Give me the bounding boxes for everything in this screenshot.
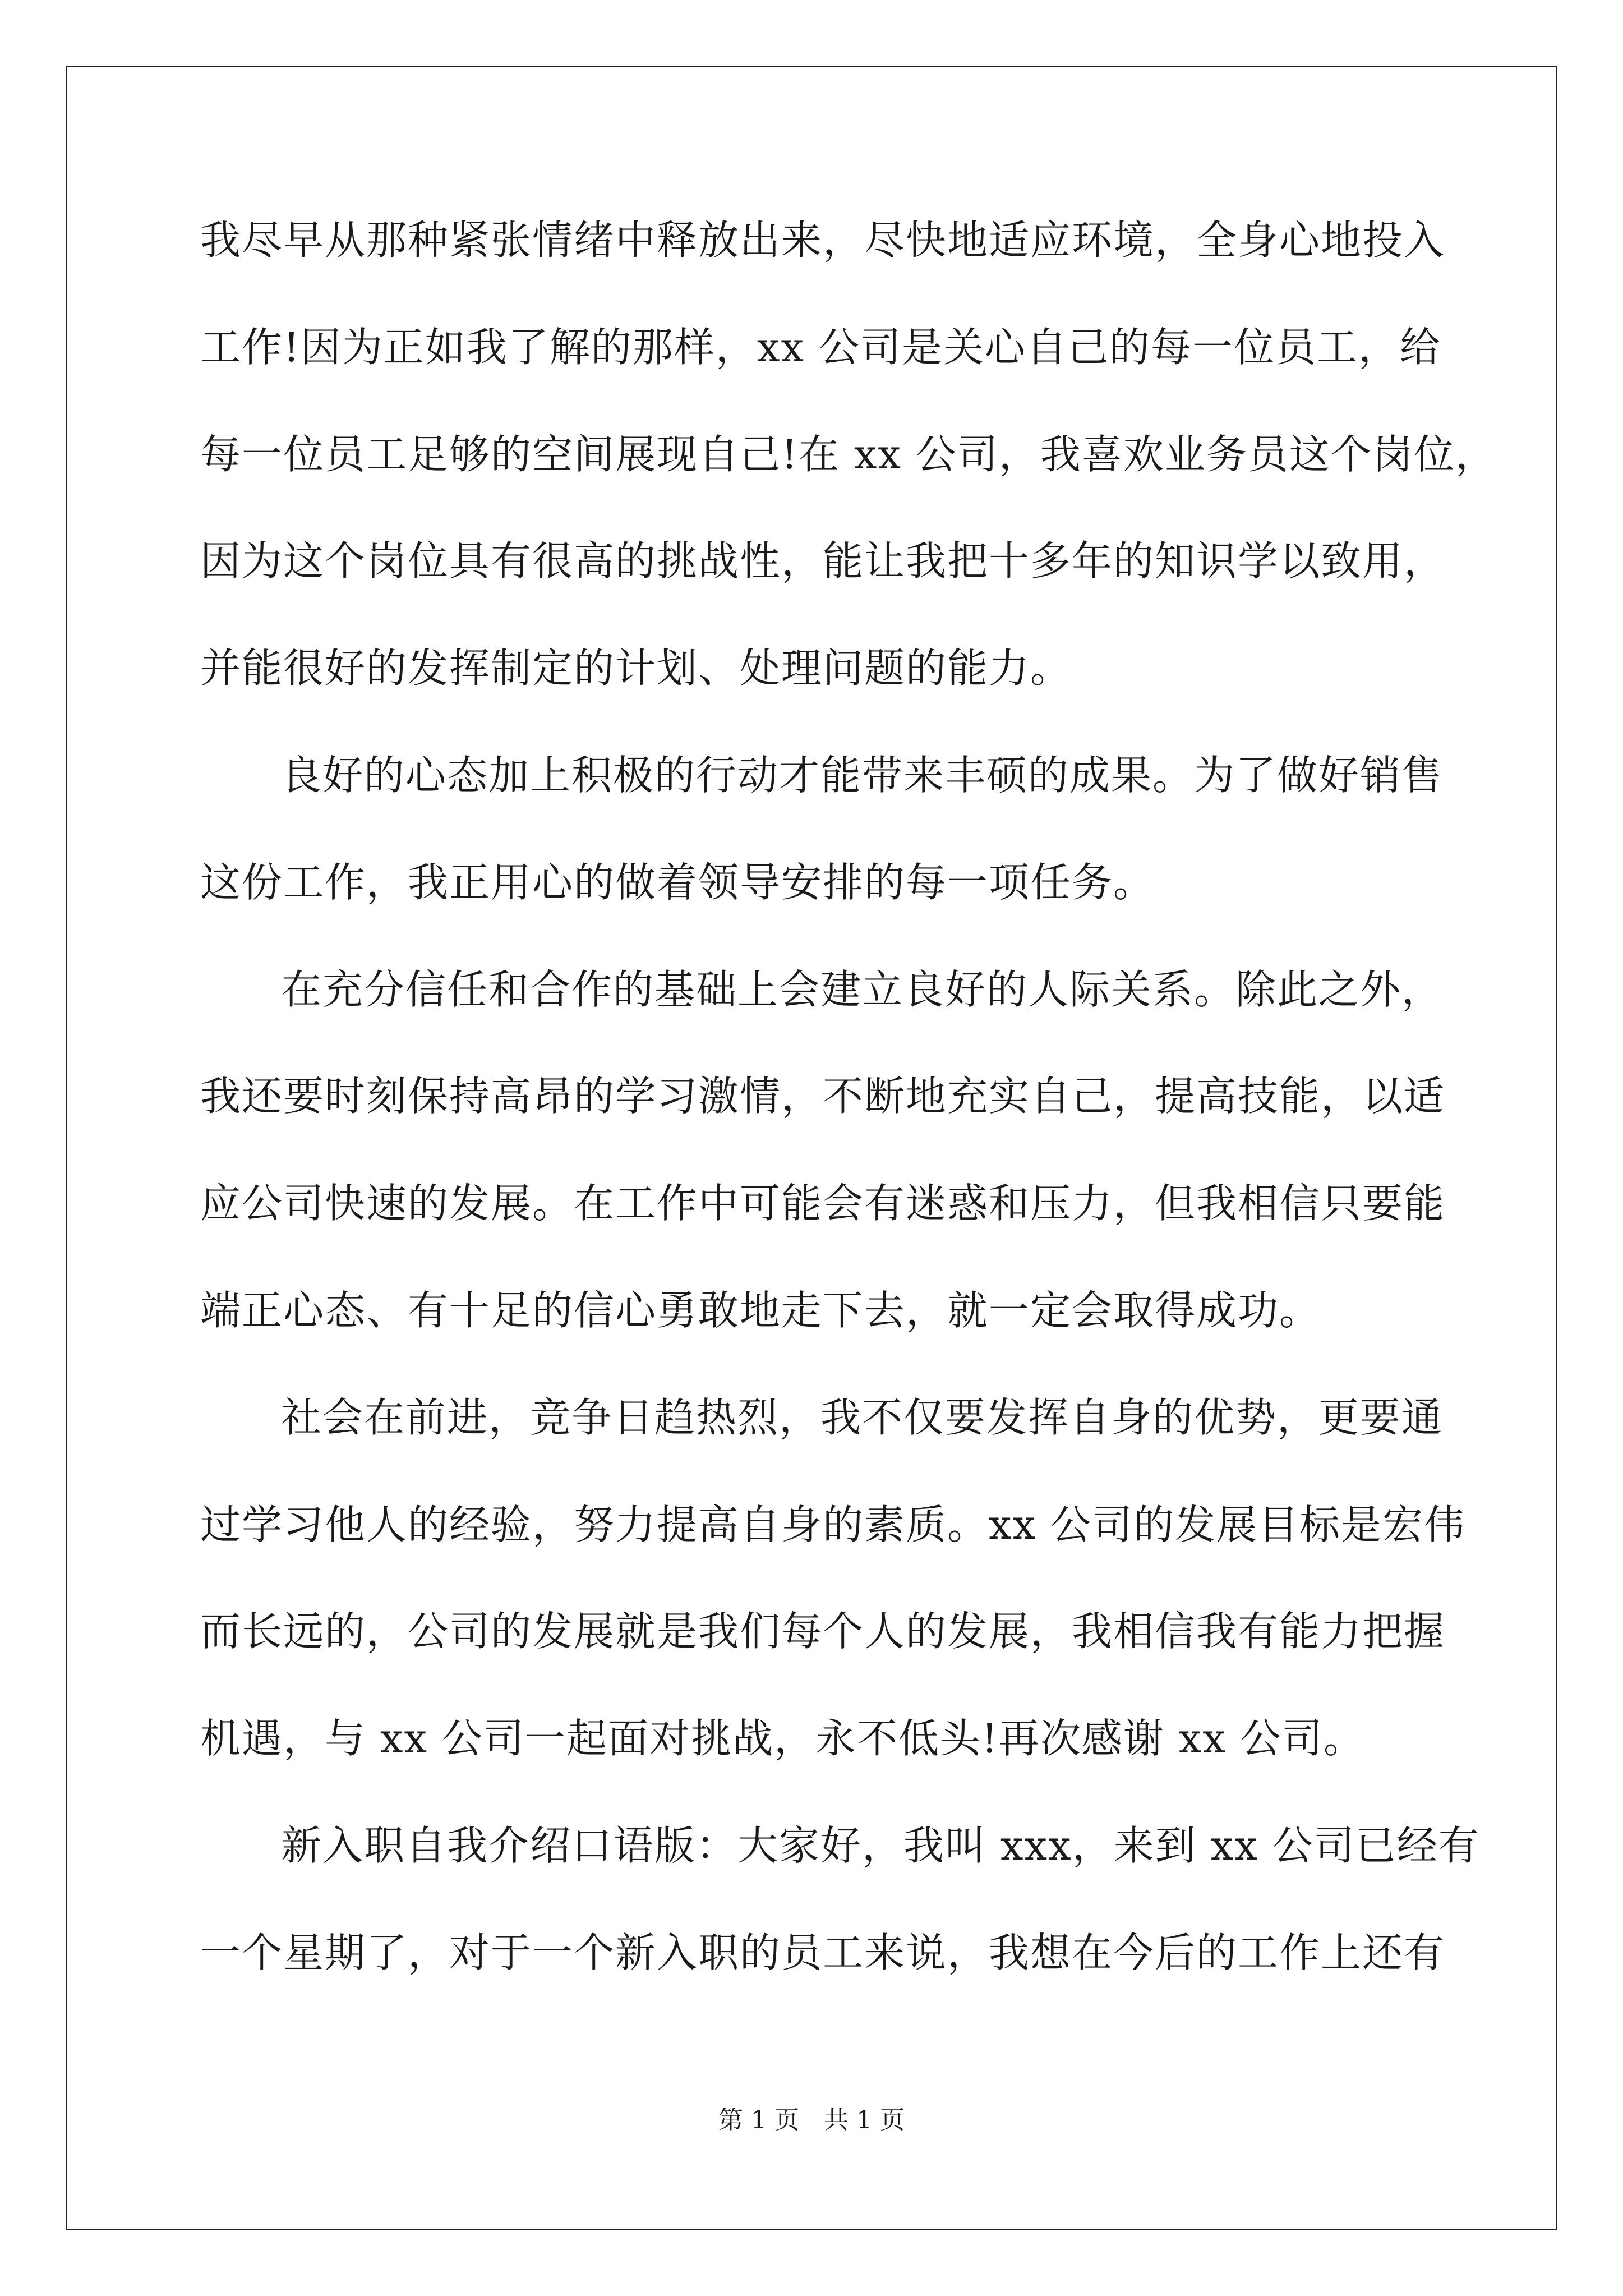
text-line: 这份工作，我正用心的做着领导安排的每一项任务。 <box>200 859 1155 906</box>
text-line: 一个星期了，对于一个新入职的员工来说，我想在今后的工作上还有 <box>200 1929 1446 1976</box>
text-line: 每一位员工足够的空间展现自己!在 xx 公司，我喜欢业务员这个岗位， <box>200 431 1497 478</box>
text-line: 并能很好的发挥制定的计划、处理问题的能力。 <box>200 645 1072 692</box>
page-border <box>66 66 1557 2230</box>
text-line: 端正心态、有十足的信心勇敢地走下去，就一定会取得成功。 <box>200 1287 1321 1334</box>
paragraph-first-line: 良好的心态加上积极的行动才能带来丰硕的成果。为了做好销售 <box>281 752 1444 799</box>
text-line: 而长远的，公司的发展就是我们每个人的发展，我相信我有能力把握 <box>200 1608 1446 1655</box>
paragraph-first-line: 在充分信任和合作的基础上会建立良好的人际关系。除此之外， <box>281 966 1444 1013</box>
text-line: 机遇，与 xx 公司一起面对挑战，永不低头!再次感谢 xx 公司。 <box>200 1715 1365 1762</box>
text-line: 因为这个岗位具有很高的挑战性，能让我把十多年的知识学以致用， <box>200 537 1446 585</box>
page-number: 第 1 页 共 1 页 <box>718 2106 905 2134</box>
text-line: 工作!因为正如我了解的那样，xx 公司是关心自己的每一位员工，给 <box>200 324 1442 371</box>
text-line: 应公司快速的发展。在工作中可能会有迷惑和压力，但我相信只要能 <box>200 1180 1446 1227</box>
text-line: 过学习他人的经验，努力提高自身的素质。xx 公司的发展目标是宏伟 <box>200 1501 1466 1548</box>
text-line: 我还要时刻保持高昂的学习激情，不断地充实自己，提高技能，以适 <box>200 1073 1446 1120</box>
paragraph-first-line: 新入职自我介绍口语版：大家好，我叫 xxx，来到 xx 公司已经有 <box>281 1822 1480 1869</box>
text-line: 我尽早从那种紧张情绪中释放出来，尽快地适应环境，全身心地投入 <box>200 217 1446 264</box>
paragraph-first-line: 社会在前进，竞争日趋热烈，我不仅要发挥自身的优势，更要通 <box>281 1394 1444 1441</box>
